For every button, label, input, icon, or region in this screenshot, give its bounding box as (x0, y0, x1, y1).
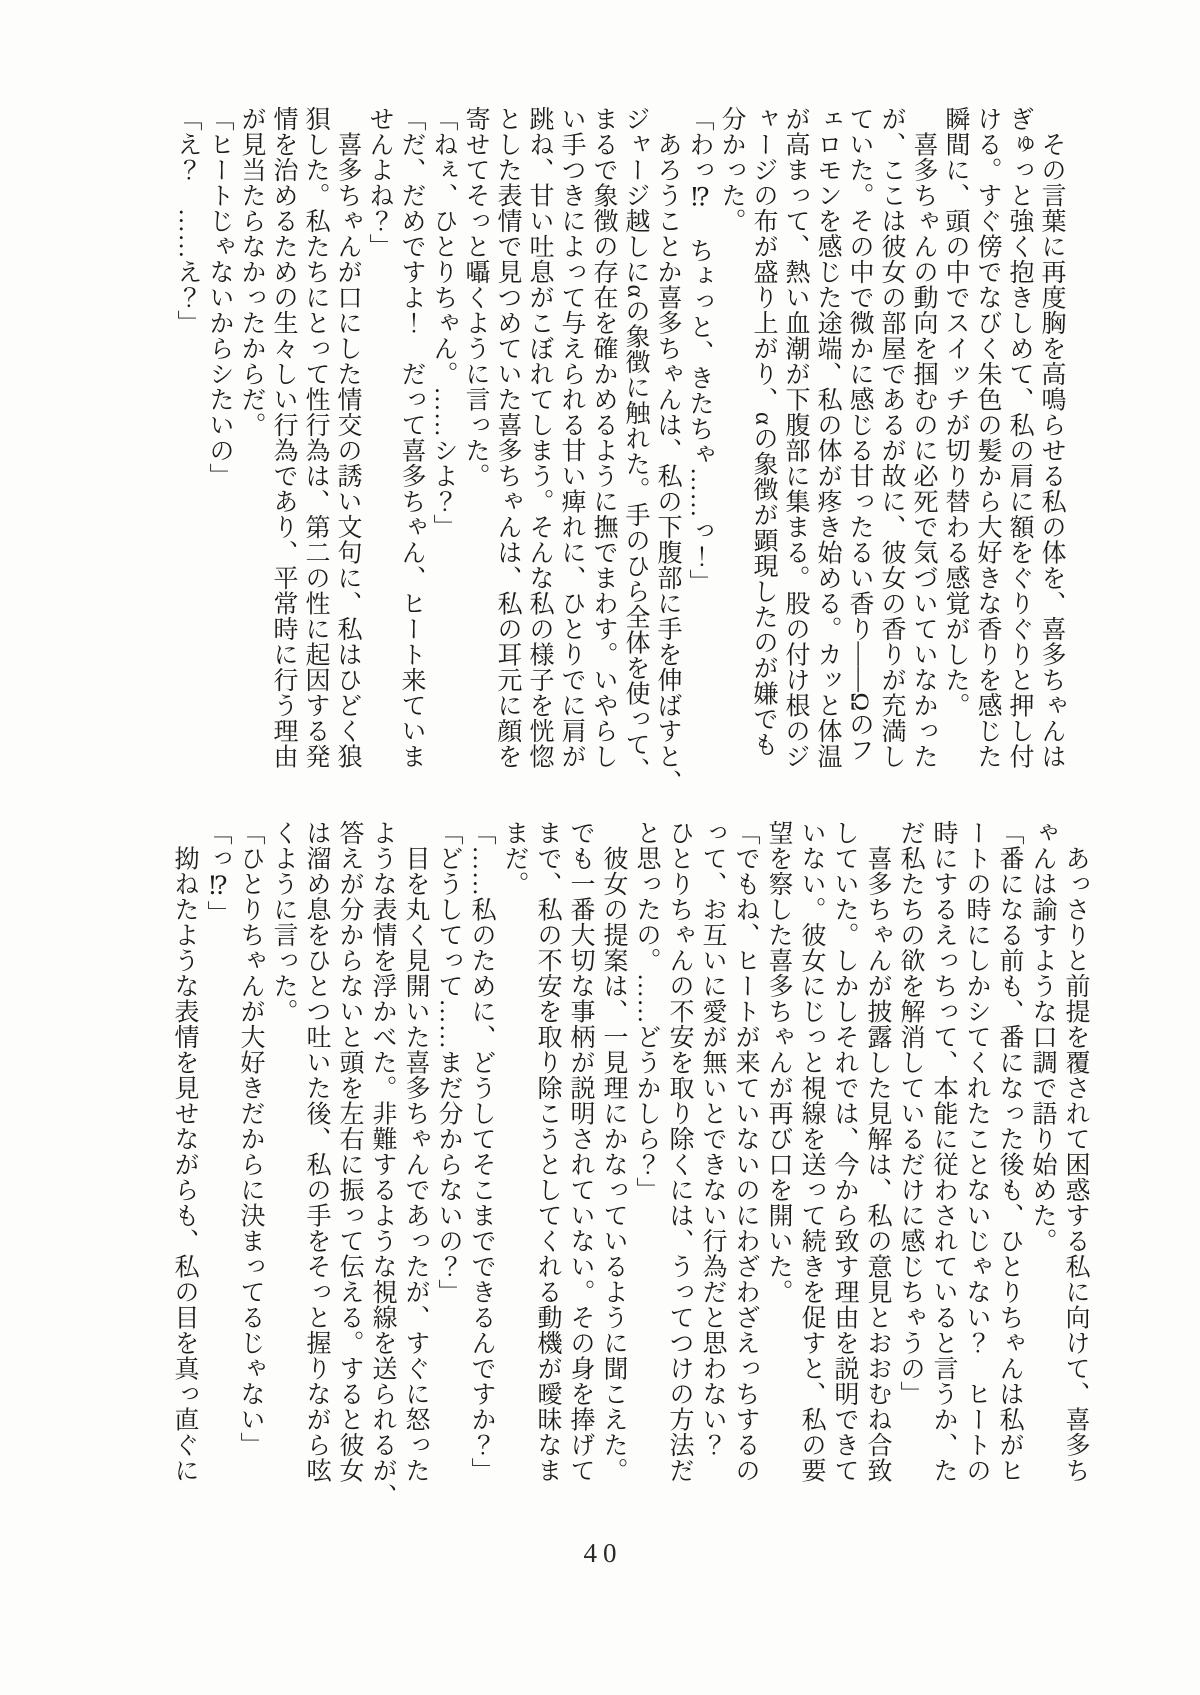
text-column: ートの時にしかシてくれたことないじゃない？ ヒートの (963, 820, 990, 1483)
text-column: 「だ、だめですよ！ だって喜多ちゃん、ヒート来ていま (398, 106, 425, 769)
text-block-bottom (168, 820, 1092, 1512)
text-column: ゃんは諭すような口調で語り始めた。 (1029, 820, 1056, 1254)
text-column: 「ヒートじゃないからシたいの」 (206, 106, 233, 489)
text-column: 喜多ちゃんが口にした情交の誘い文句に、私はひどく狼 (334, 106, 361, 769)
text-column: でも一番大切な事柄が説明されていない。その身を捧げて (567, 820, 594, 1483)
text-column: あろうことか喜多ちゃんは、私の下腹部に手を伸ばすと、 (654, 106, 681, 795)
text-column: 「っ⁉」 (204, 820, 231, 926)
text-column: 情を治めるための生々しい行為であり、平常時に行う理由 (270, 106, 297, 769)
text-column: 喜多ちゃんが披露した見解は、私の意見とおおむね合致 (864, 820, 891, 1483)
text-column: ていた。その中で微かに感じる甘ったるい香り――Ωのフ (846, 106, 873, 763)
text-block-top (171, 106, 1067, 796)
text-column: とした表情で見つめていた喜多ちゃんは、私の耳元に顔を (494, 106, 521, 769)
text-column: 「わっ⁉ ちょっと、きたちゃ……っ！」 (686, 106, 713, 595)
text-column: 分かった。 (718, 106, 745, 234)
text-column: が、ここは彼女の部屋であるが故に、彼女の香りが充満し (878, 106, 905, 769)
text-column: ェロモンを感じた途端、私の体が疼き始める。カッと体温 (814, 106, 841, 769)
text-column: ぎゅっと強く抱きしめて、私の肩に額をぐりぐりと押し付 (1006, 106, 1033, 769)
text-column: が見当たらなかったからだ。 (238, 106, 265, 438)
text-column: って、お互いに愛が無いとできない行為だと思わない？ (699, 820, 726, 1458)
text-column: 「え？ ……え？」 (174, 106, 201, 336)
page-number: 40 (583, 1538, 623, 1568)
text-column: ひとりちゃんの不安を取り除くには、うってつけの方法だ (666, 820, 693, 1483)
text-column: していた。しかしそれでは、今から致す理由を説明できて (831, 820, 858, 1483)
text-column: その言葉に再度胸を高鳴らせる私の体を、喜多ちゃんは (1038, 106, 1065, 769)
text-column: だ私たちの欲を解消しているだけに感じちゃうの」 (897, 820, 924, 1407)
text-column: 時にするえっちって、本能に従わされていると言うか、た (930, 820, 957, 1483)
text-column: ける。すぐ傍でなびく朱色の髪から大好きな香りを感じた (974, 106, 1001, 769)
text-column: が高まって、熱い血潮が下腹部に集まる。股の付け根のジ (782, 106, 809, 769)
text-column: 跳ね、甘い吐息がこぼれてしまう。そんな私の様子を恍惚 (526, 106, 553, 769)
text-column: まるで象徴の存在を確かめるように撫でまわす。いやらし (590, 106, 617, 769)
text-column: まで、私の不安を取り除こうとしてくれる動機が曖昧なま (534, 820, 561, 1483)
text-column: 喜多ちゃんの動向を掴むのに必死で気づいていなかった (910, 106, 937, 769)
text-column: 答えが分からないと頭を左右に振って伝える。すると彼女 (336, 820, 363, 1483)
text-column: は溜め息をひとつ吐いた後、私の手をそっと握りながら呟 (303, 820, 330, 1483)
text-column: 彼女の提案は、一見理にかなっているように聞こえた。 (600, 820, 627, 1483)
text-column: 「どうしてって……まだ分からないの？」 (435, 820, 462, 1305)
text-column: 「番になる前も、番になった後も、ひとりちゃんは私がヒ (996, 820, 1023, 1483)
text-column: 望を察した喜多ちゃんが再び口を開いた。 (765, 820, 792, 1305)
text-column: 「ねぇ、ひとりちゃん。……シよ？」 (430, 106, 457, 540)
text-column: せんよね？」 (366, 106, 393, 259)
text-column: ャージの布が盛り上がり、αの象徴が顕現したのが嫌でも (750, 106, 777, 758)
text-column: 「……私のために、どうしてそこまでできるんですか？」 (468, 820, 495, 1483)
text-column: 目を丸く見開いた喜多ちゃんであったが、すぐに怒った (402, 820, 429, 1483)
text-column: い手つきによって与えられる甘い痺れに、ひとりでに肩が (558, 106, 585, 769)
text-column: 拗ねたような表情を見せながらも、私の目を真っ直ぐに (171, 820, 198, 1483)
text-column: と思ったの。……どうかしら？」 (633, 820, 660, 1203)
text-column: ジャージ越しにαの象徴に触れた。手のひら全体を使って、 (622, 106, 649, 783)
text-column: 狽した。私たちにとって性行為は、第二の性に起因する発 (302, 106, 329, 769)
text-column: 寄せてそっと囁くように言った。 (462, 106, 489, 489)
text-column: まだ。 (501, 820, 528, 897)
text-column: 「でもね、ヒートが来ていないのにわざわざえっちするの (732, 820, 759, 1483)
text-column: いない。彼女にじっと視線を送って続きを促すと、私の要 (798, 820, 825, 1483)
text-column: ような表情を浮かべた。非難するような視線を送られるが、 (369, 820, 396, 1509)
text-column: あっさりと前提を覆されて困惑する私に向けて、喜多ち (1062, 820, 1089, 1483)
text-column: 瞬間に、頭の中でスイッチが切り替わる感覚がした。 (942, 106, 969, 718)
text-column: くように言った。 (270, 820, 297, 1024)
text-column: 「ひとりちゃんが大好きだからに決まってるじゃない」 (237, 820, 264, 1458)
